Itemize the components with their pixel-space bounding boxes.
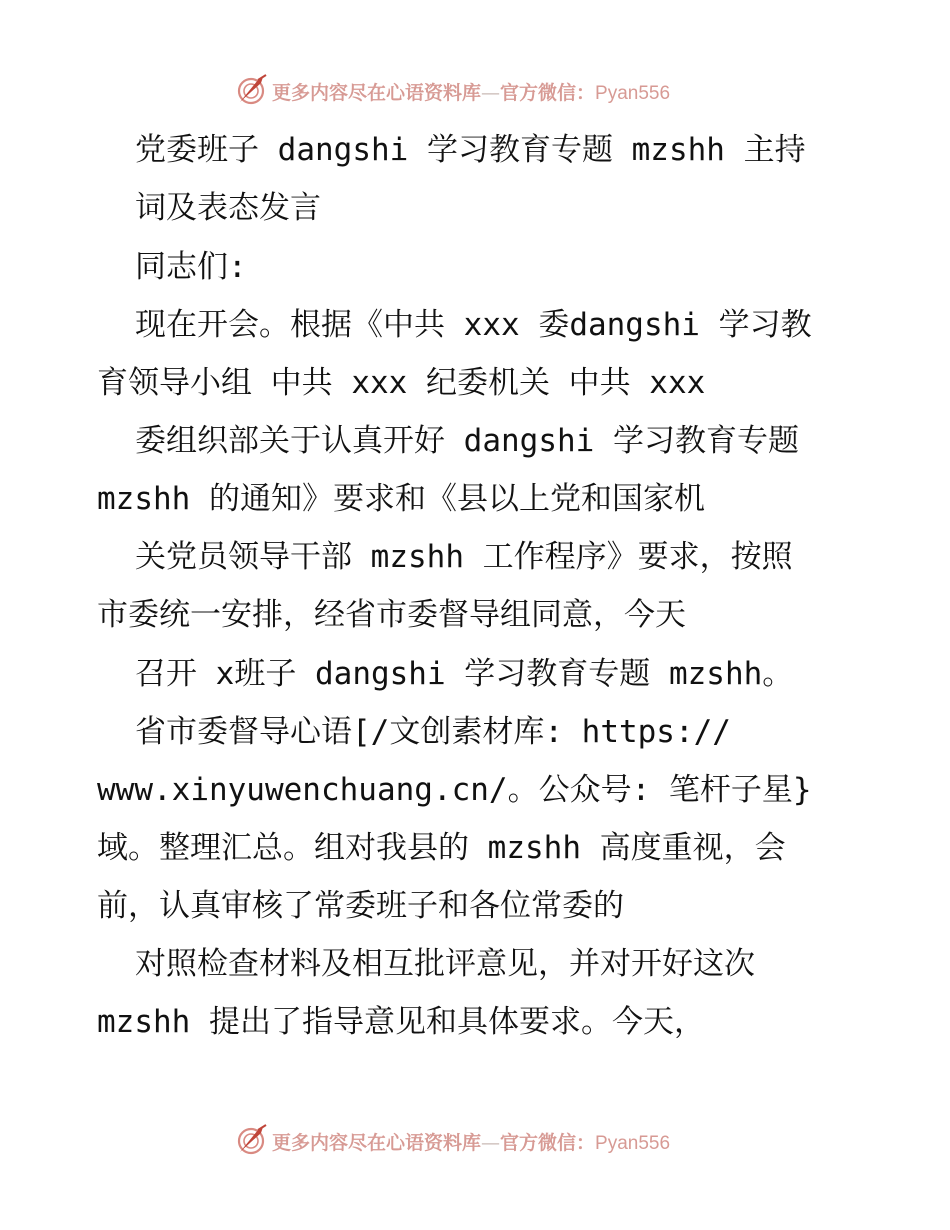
watermark-main-text: 更多内容尽在心语资料库 bbox=[272, 1132, 482, 1154]
body-line: 市委统一安排，经省市委督导组同意，今天 bbox=[97, 597, 686, 633]
body-line: 词及表态发言 bbox=[135, 190, 321, 226]
quill-logo-icon bbox=[236, 74, 268, 106]
watermark-separator: — bbox=[481, 82, 501, 104]
header-watermark-text bbox=[272, 78, 670, 105]
salutation: 同志们: bbox=[135, 249, 247, 285]
body-line: 委组织部关于认真开好 dangshi 学习教育专题 bbox=[135, 423, 799, 459]
body-line: 前，认真审核了常委班子和各位常委的 bbox=[97, 888, 624, 924]
body-line: mzshh 的通知》要求和《县以上党和国家机 bbox=[97, 481, 705, 517]
watermark-main-text: 更多内容尽在心语资料库 bbox=[272, 82, 482, 104]
body-line: 省市委督导心语[/文创素材库: https:// bbox=[135, 714, 731, 750]
body-line: mzshh 提出了指导意见和具体要求。今天， bbox=[97, 1004, 705, 1040]
body-line: 域。整理汇总。组对我县的 mzshh 高度重视，会 bbox=[97, 830, 786, 866]
quill-logo-icon bbox=[236, 1124, 268, 1156]
footer-watermark-banner bbox=[0, 1122, 950, 1158]
body-line: 召开 x班子 dangshi 学习教育专题 mzshh。 bbox=[135, 656, 794, 692]
body-line: 关党员领导干部 mzshh 工作程序》要求，按照 bbox=[135, 539, 793, 575]
body-line: 现在开会。根据《中共 xxx 委dangshi 学习教 bbox=[135, 307, 812, 343]
header-watermark-banner bbox=[0, 72, 950, 108]
body-line: 育领导小组 中共 xxx 纪委机关 中共 xxx bbox=[97, 365, 706, 401]
footer-watermark-text bbox=[272, 1128, 670, 1155]
body-line: www.xinyuwenchuang.cn/。公众号: 笔杆子星} bbox=[97, 772, 812, 808]
body-line: 对照检查材料及相互批评意见，并对开好这次 bbox=[135, 946, 755, 982]
watermark-official-label: 官方微信： bbox=[500, 82, 596, 104]
watermark-account: Pyan556 bbox=[595, 83, 671, 104]
body-line: 党委班子 dangshi 学习教育专题 mzshh 主持 bbox=[135, 132, 806, 168]
watermark-account: Pyan556 bbox=[595, 1133, 671, 1154]
watermark-separator: — bbox=[481, 1132, 501, 1154]
watermark-official-label: 官方微信： bbox=[500, 1132, 596, 1154]
